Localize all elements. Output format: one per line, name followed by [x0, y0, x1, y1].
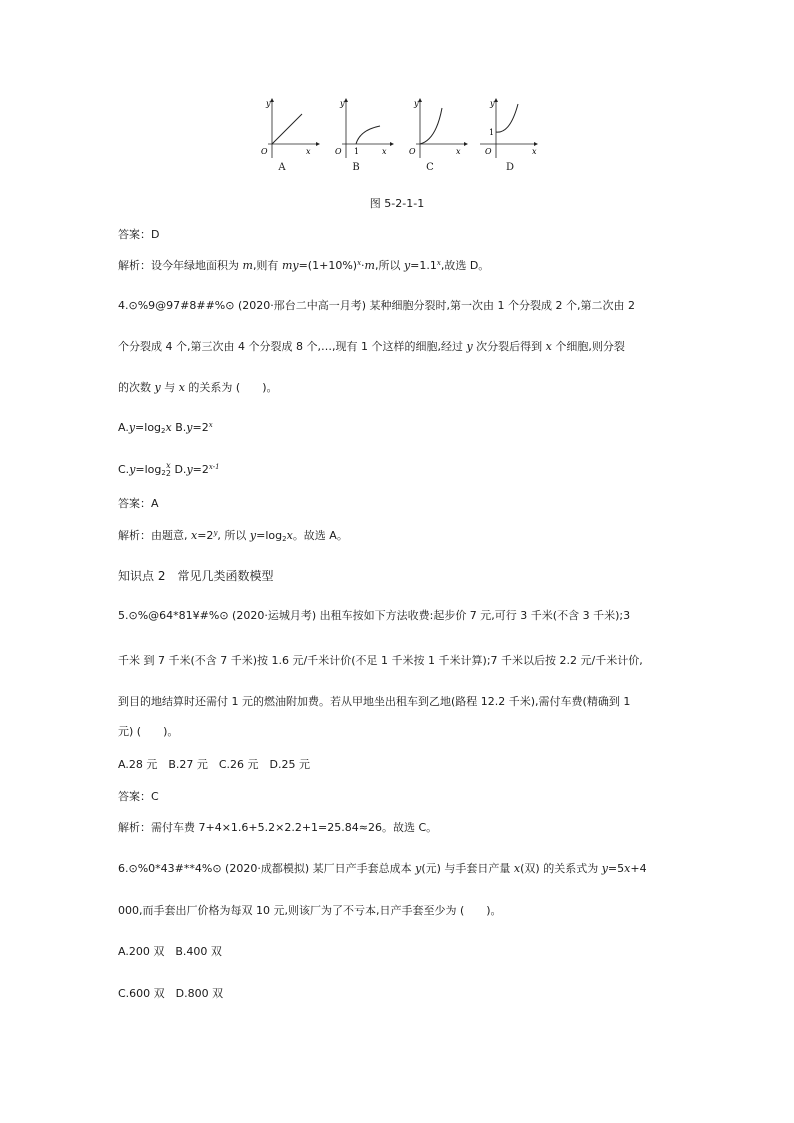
text-run: 。故选 A。 [292, 529, 348, 542]
graph-panel-a [250, 92, 320, 182]
fraction-numerator: x [166, 461, 171, 470]
var-x: x [513, 862, 521, 875]
fraction-denominator: 2 [165, 469, 171, 478]
q4-stem-line3 [118, 379, 278, 395]
var-y: y [186, 463, 193, 476]
q6-stem-line2: 000,而手套出厂价格为每双 10 元,则该厂为了不亏本,日产手套至少为 ( )。 [118, 904, 502, 917]
var-y: y [128, 421, 136, 434]
text-run: ,所以 [374, 259, 404, 272]
text-run: 6.⊙%0*43#**4%⊙ (2020·成都模拟) 某厂日产手套总成本 [118, 862, 416, 875]
graph-c-svg [402, 92, 472, 162]
var-y: y [186, 421, 193, 434]
x-label: x [456, 147, 461, 156]
y-axis-arrow [418, 98, 422, 102]
curve-log [356, 126, 380, 144]
graph-label-c: C [426, 162, 434, 173]
text-run: 解析：由题意, [118, 529, 191, 542]
figure-graphs [250, 92, 550, 192]
text-run: =2 [192, 463, 209, 476]
q5-stem-line2: 千米 到 7 千米(不含 7 千米)按 1.6 元/千米计价(不足 1 千米按 1 千米计算);7 千米以后按 2.2 元/千米计价, [118, 654, 643, 667]
text-run: ,故选 D。 [440, 259, 490, 272]
origin-label: O [261, 147, 268, 156]
graph-label-d: D [505, 162, 515, 173]
text-run: =1.1 [410, 259, 437, 272]
text-run: =2 [197, 529, 214, 542]
var-y: y [129, 463, 136, 476]
origin-label: O [409, 147, 416, 156]
var-my: my [281, 259, 299, 272]
intercept-one-label: 1 [489, 128, 495, 137]
y-axis-arrow [270, 98, 274, 102]
curve-exponential [496, 104, 518, 132]
y-label: y [414, 99, 419, 108]
var-x-exponent: x [436, 259, 441, 267]
option-d-label: D. [170, 463, 187, 476]
graph-label-a: A [278, 162, 286, 173]
x-label: x [532, 147, 537, 156]
text-run: · [361, 259, 365, 272]
x-axis-arrow [316, 142, 320, 146]
tick-one-label: 1 [354, 147, 360, 156]
text-run: ,则有 [252, 259, 282, 272]
graph-b-svg [328, 92, 398, 162]
curve-line [272, 114, 302, 144]
text-run: 次分裂后得到 [472, 340, 546, 353]
y-label: y [266, 99, 271, 108]
text-run: =log [135, 421, 162, 434]
text-run: +4 [630, 862, 647, 875]
q5-stem-line4: 元) ( )。 [118, 725, 179, 738]
exponent: x [208, 421, 213, 429]
graph-label-b: B [352, 162, 360, 173]
x-axis-arrow [534, 142, 538, 146]
text-run: 的次数 [118, 381, 155, 394]
q3-answer: 答案：D [118, 228, 160, 241]
y-label: y [490, 99, 495, 108]
var-x: x [165, 421, 172, 434]
graph-d-svg [478, 92, 548, 162]
q4-options-ab [118, 421, 213, 435]
q5-stem-line1: 5.⊙%@64*81¥#%⊙ (2020·运城月考) 出租车按如下方法收费:起步价 7 元,可行 3 千米(不含 3 千米);3 [118, 609, 631, 622]
text-run: 与 [160, 381, 179, 394]
text-run: =5 [607, 862, 625, 875]
text-run: 个细胞,则分裂 [551, 340, 625, 353]
option-a-label: A. [118, 421, 129, 434]
q6-options-cd: C.600 双 D.800 双 [118, 987, 224, 1000]
graph-panel-b [328, 92, 398, 182]
log-base: 2 [161, 427, 166, 435]
x-axis-arrow [464, 142, 468, 146]
q4-answer: 答案：A [118, 497, 159, 510]
q4-analysis [118, 527, 348, 543]
var-y: y [466, 340, 473, 353]
q3-analysis [118, 257, 489, 273]
log-base: 2 [282, 535, 287, 543]
text-run: (元) 与手套日产量 [421, 862, 514, 875]
x-label: x [382, 147, 387, 156]
x-label: x [306, 147, 311, 156]
exponent: x-1 [208, 463, 220, 471]
q6-options-ab: A.200 双 B.400 双 [118, 945, 222, 958]
y-axis-arrow [494, 98, 498, 102]
text-run: =log [135, 463, 162, 476]
var-m: m [364, 259, 375, 272]
text-run: =2 [192, 421, 209, 434]
y-label: y [340, 99, 345, 108]
var-x-exponent: x [357, 259, 362, 267]
y-axis-arrow [344, 98, 348, 102]
var-y: y [415, 862, 422, 875]
q5-analysis: 解析：需付车费 7+4×1.6+5.2×2.2+1=25.84≈26。故选 C。 [118, 821, 438, 834]
text-run: =(1+10%) [298, 259, 358, 272]
var-y: y [601, 862, 608, 875]
q5-stem-line3: 到目的地结算时还需付 1 元的燃油附加费。若从甲地坐出租车到乙地(路程 12.2 千米),需付车费(精确到 1 [118, 695, 631, 708]
text-run: 解析：设今年绿地面积为 [118, 259, 243, 272]
graph-a-svg [250, 92, 320, 162]
var-y: y [249, 529, 257, 542]
var-x: x [191, 529, 198, 542]
q5-options: A.28 元 B.27 元 C.26 元 D.25 元 [118, 758, 310, 771]
origin-label: O [485, 147, 492, 156]
q4-options-cd [118, 462, 220, 478]
text-run: , 所以 [217, 529, 250, 542]
var-x: x [624, 862, 631, 875]
var-y: y [403, 259, 411, 272]
q4-stem-line2 [118, 338, 625, 354]
graph-panel-d [478, 92, 548, 182]
var-x: x [178, 381, 185, 394]
origin-label: O [335, 147, 342, 156]
q5-answer: 答案：C [118, 790, 159, 803]
option-c-label: C. [118, 463, 130, 476]
section-heading: 知识点 2 常见几类函数模型 [118, 569, 274, 583]
var-m: m [242, 259, 253, 272]
x-axis-arrow [390, 142, 394, 146]
var-x: x [545, 340, 552, 353]
graph-panel-c [402, 92, 472, 182]
text-run: 的关系为 ( )。 [184, 381, 278, 394]
option-b-label: B. [171, 421, 187, 434]
var-y: y [154, 381, 161, 394]
exponent: y [213, 529, 218, 537]
curve-convex [420, 108, 442, 144]
var-x: x [286, 529, 293, 542]
text-run: 个分裂成 4 个,第三次由 4 个分裂成 8 个,…,现有 1 个这样的细胞,经过 [118, 340, 467, 353]
q6-stem-line1 [118, 860, 647, 876]
q4-stem-line1: 4.⊙%9@97#8##%⊙ (2020·邢台二中高一月考) 某种细胞分裂时,第一次由 1 个分裂成 2 个,第二次由 2 [118, 299, 636, 312]
text-run: =log [256, 529, 283, 542]
figure-caption: 图 5-2-1-1 [369, 197, 425, 210]
text-run: (双) 的关系式为 [520, 862, 602, 875]
log-base: 2 [161, 469, 166, 477]
